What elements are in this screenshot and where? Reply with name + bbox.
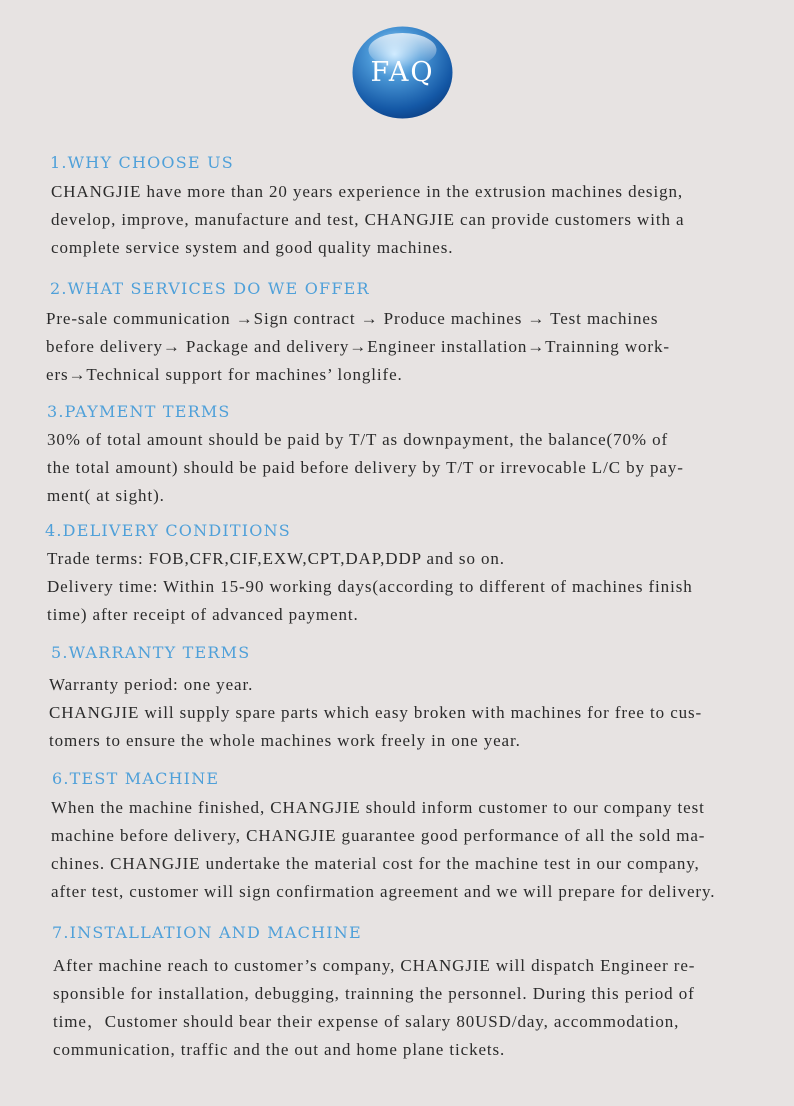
section-body-services xyxy=(46,305,670,389)
section-body-test-machine xyxy=(51,794,715,906)
text-line: time) after receipt of advanced payment. xyxy=(47,605,359,624)
section-title-installation: 7.INSTALLATION AND MACHINE xyxy=(52,923,362,942)
text-line: ment( at sight). xyxy=(47,486,165,505)
section-body-why-choose-us xyxy=(51,178,684,262)
text-line: chines. CHANGJIE undertake the material cost for the machine test in our company, xyxy=(51,854,700,873)
section-body-warranty-terms xyxy=(49,671,702,755)
section-title-test-machine: 6.TEST MACHINE xyxy=(52,769,220,788)
section-title-services: 2.WHAT SERVICES DO WE OFFER xyxy=(50,279,370,298)
text-line: complete service system and good quality machines. xyxy=(51,238,454,257)
section-body-payment-terms xyxy=(47,426,684,510)
text-line: After machine reach to customer’s company, CHANGJIE will dispatch Engineer re- xyxy=(53,956,696,975)
text-line: after test, customer will sign confirmation agreement and we will prepare for delivery. xyxy=(51,882,716,901)
section-title-delivery-conditions: 4.DELIVERY CONDITIONS xyxy=(45,521,291,540)
text-line: Pre-sale communication →Sign contract → Produce machines → Test machines xyxy=(46,309,659,328)
text-line: sponsible for installation, debugging, trainning the personnel. During this period of xyxy=(53,984,695,1003)
text-line: communication, traffic and the out and home plane tickets. xyxy=(53,1040,506,1059)
text-line: before delivery→ Package and delivery→Engineer installation→Trainning work- xyxy=(46,337,670,356)
faq-badge xyxy=(352,26,453,119)
text-line: tomers to ensure the whole machines work freely in one year. xyxy=(49,731,521,750)
text-line: machine before delivery, CHANGJIE guarantee good performance of all the sold ma- xyxy=(51,826,706,845)
section-body-installation xyxy=(53,952,695,1064)
section-title-warranty-terms: 5.WARRANTY TERMS xyxy=(51,643,251,662)
section-body-delivery-conditions xyxy=(47,545,693,629)
text-line: the total amount) should be paid before delivery by T/T or irrevocable L/C by pay- xyxy=(47,458,684,477)
text-line: Delivery time: Within 15-90 working days(according to different of machines finish xyxy=(47,577,693,596)
text-line: When the machine finished, CHANGJIE should inform customer to our company test xyxy=(51,798,705,817)
section-title-payment-terms: 3.PAYMENT TERMS xyxy=(47,402,231,421)
text-line: Trade terms: FOB,CFR,CIF,EXW,CPT,DAP,DDP and so on. xyxy=(47,549,505,568)
text-line: time，Customer should bear their expense of salary 80USD/day, accommodation, xyxy=(53,1012,680,1031)
text-line: 30% of total amount should be paid by T/T as downpayment, the balance(70% of xyxy=(47,430,669,449)
text-line: Warranty period: one year. xyxy=(49,675,254,694)
section-title-why-choose-us: 1.WHY CHOOSE US xyxy=(50,153,234,172)
text-line: ers→Technical support for machines’ longlife. xyxy=(46,365,403,384)
text-line: develop, improve, manufacture and test, CHANGJIE can provide customers with a xyxy=(51,210,685,229)
faq-badge-label: FAQ xyxy=(370,57,435,88)
text-line: CHANGJIE have more than 20 years experience in the extrusion machines design, xyxy=(51,182,684,201)
text-line: CHANGJIE will supply spare parts which easy broken with machines for free to cus- xyxy=(49,703,703,722)
